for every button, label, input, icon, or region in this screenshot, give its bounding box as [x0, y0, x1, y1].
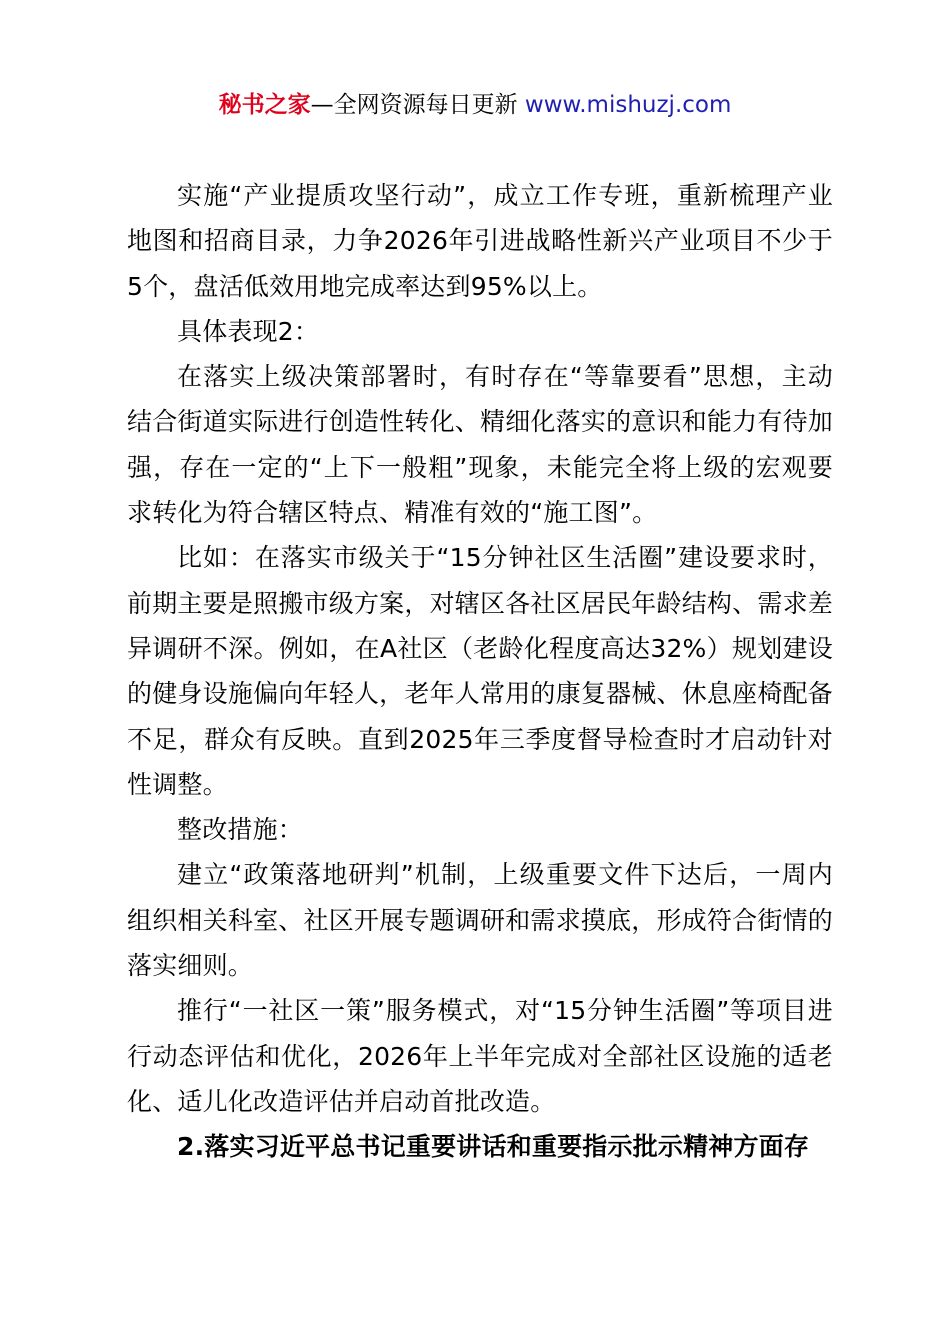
site-header	[0, 88, 950, 122]
paragraph-manifestation-2-label: 具体表现2：	[177, 316, 320, 346]
header-tagline: —全网资源每日更新	[310, 92, 518, 118]
brand-name: 秘书之家	[218, 92, 311, 118]
site-url-link[interactable]: www.mishuzj.com	[517, 92, 732, 118]
paragraph-measures-label: 整改措施：	[177, 815, 304, 845]
paragraph-rectification-plan: 实施“产业提质攻坚行动”，成立工作专班，重新梳理产业地图和招商目录，力争2026年引进战略性新兴产业项目不少于5个，盘活低效用地完成率达到95%以上。	[127, 181, 833, 301]
paragraph-manifestation-2: 在落实上级决策部署时，有时存在“等靠要看”思想，主动结合街道实际进行创造性转化、精细化落实的意识和能力有待加强，存在一定的“上下一般粗”现象，未能完全将上级的宏观要求转化为符合辖区特点、精准有效的“施工图”。	[127, 362, 833, 528]
paragraph-measure-2: 推行“一社区一策”服务模式，对“15分钟生活圈”等项目进行动态评估和优化，2026年上半年完成对全部社区设施的适老化、适儿化改造评估并启动首批改造。	[127, 996, 833, 1116]
section-heading-2: 2.落实习近平总书记重要讲话和重要指示批示精神方面存	[177, 1132, 810, 1162]
paragraph-measure-1: 建立“政策落地研判”机制，上级重要文件下达后，一周内组织相关科室、社区开展专题调研和需求摸底，形成符合街情的落实细则。	[127, 860, 833, 981]
document-body	[127, 173, 833, 1170]
paragraph-example: 比如：在落实市级关于“15分钟社区生活圈”建设要求时，前期主要是照搬市级方案，对辖区各社区居民年龄结构、需求差异调研不深。例如，在A社区（老龄化程度高达32%）规划建设的健身设施偏向年轻人，老年人常用的康复器械、休息座椅配备不足，群众有反映。直到2025年三季度督导检查时才启动针对性调整。	[127, 543, 833, 799]
